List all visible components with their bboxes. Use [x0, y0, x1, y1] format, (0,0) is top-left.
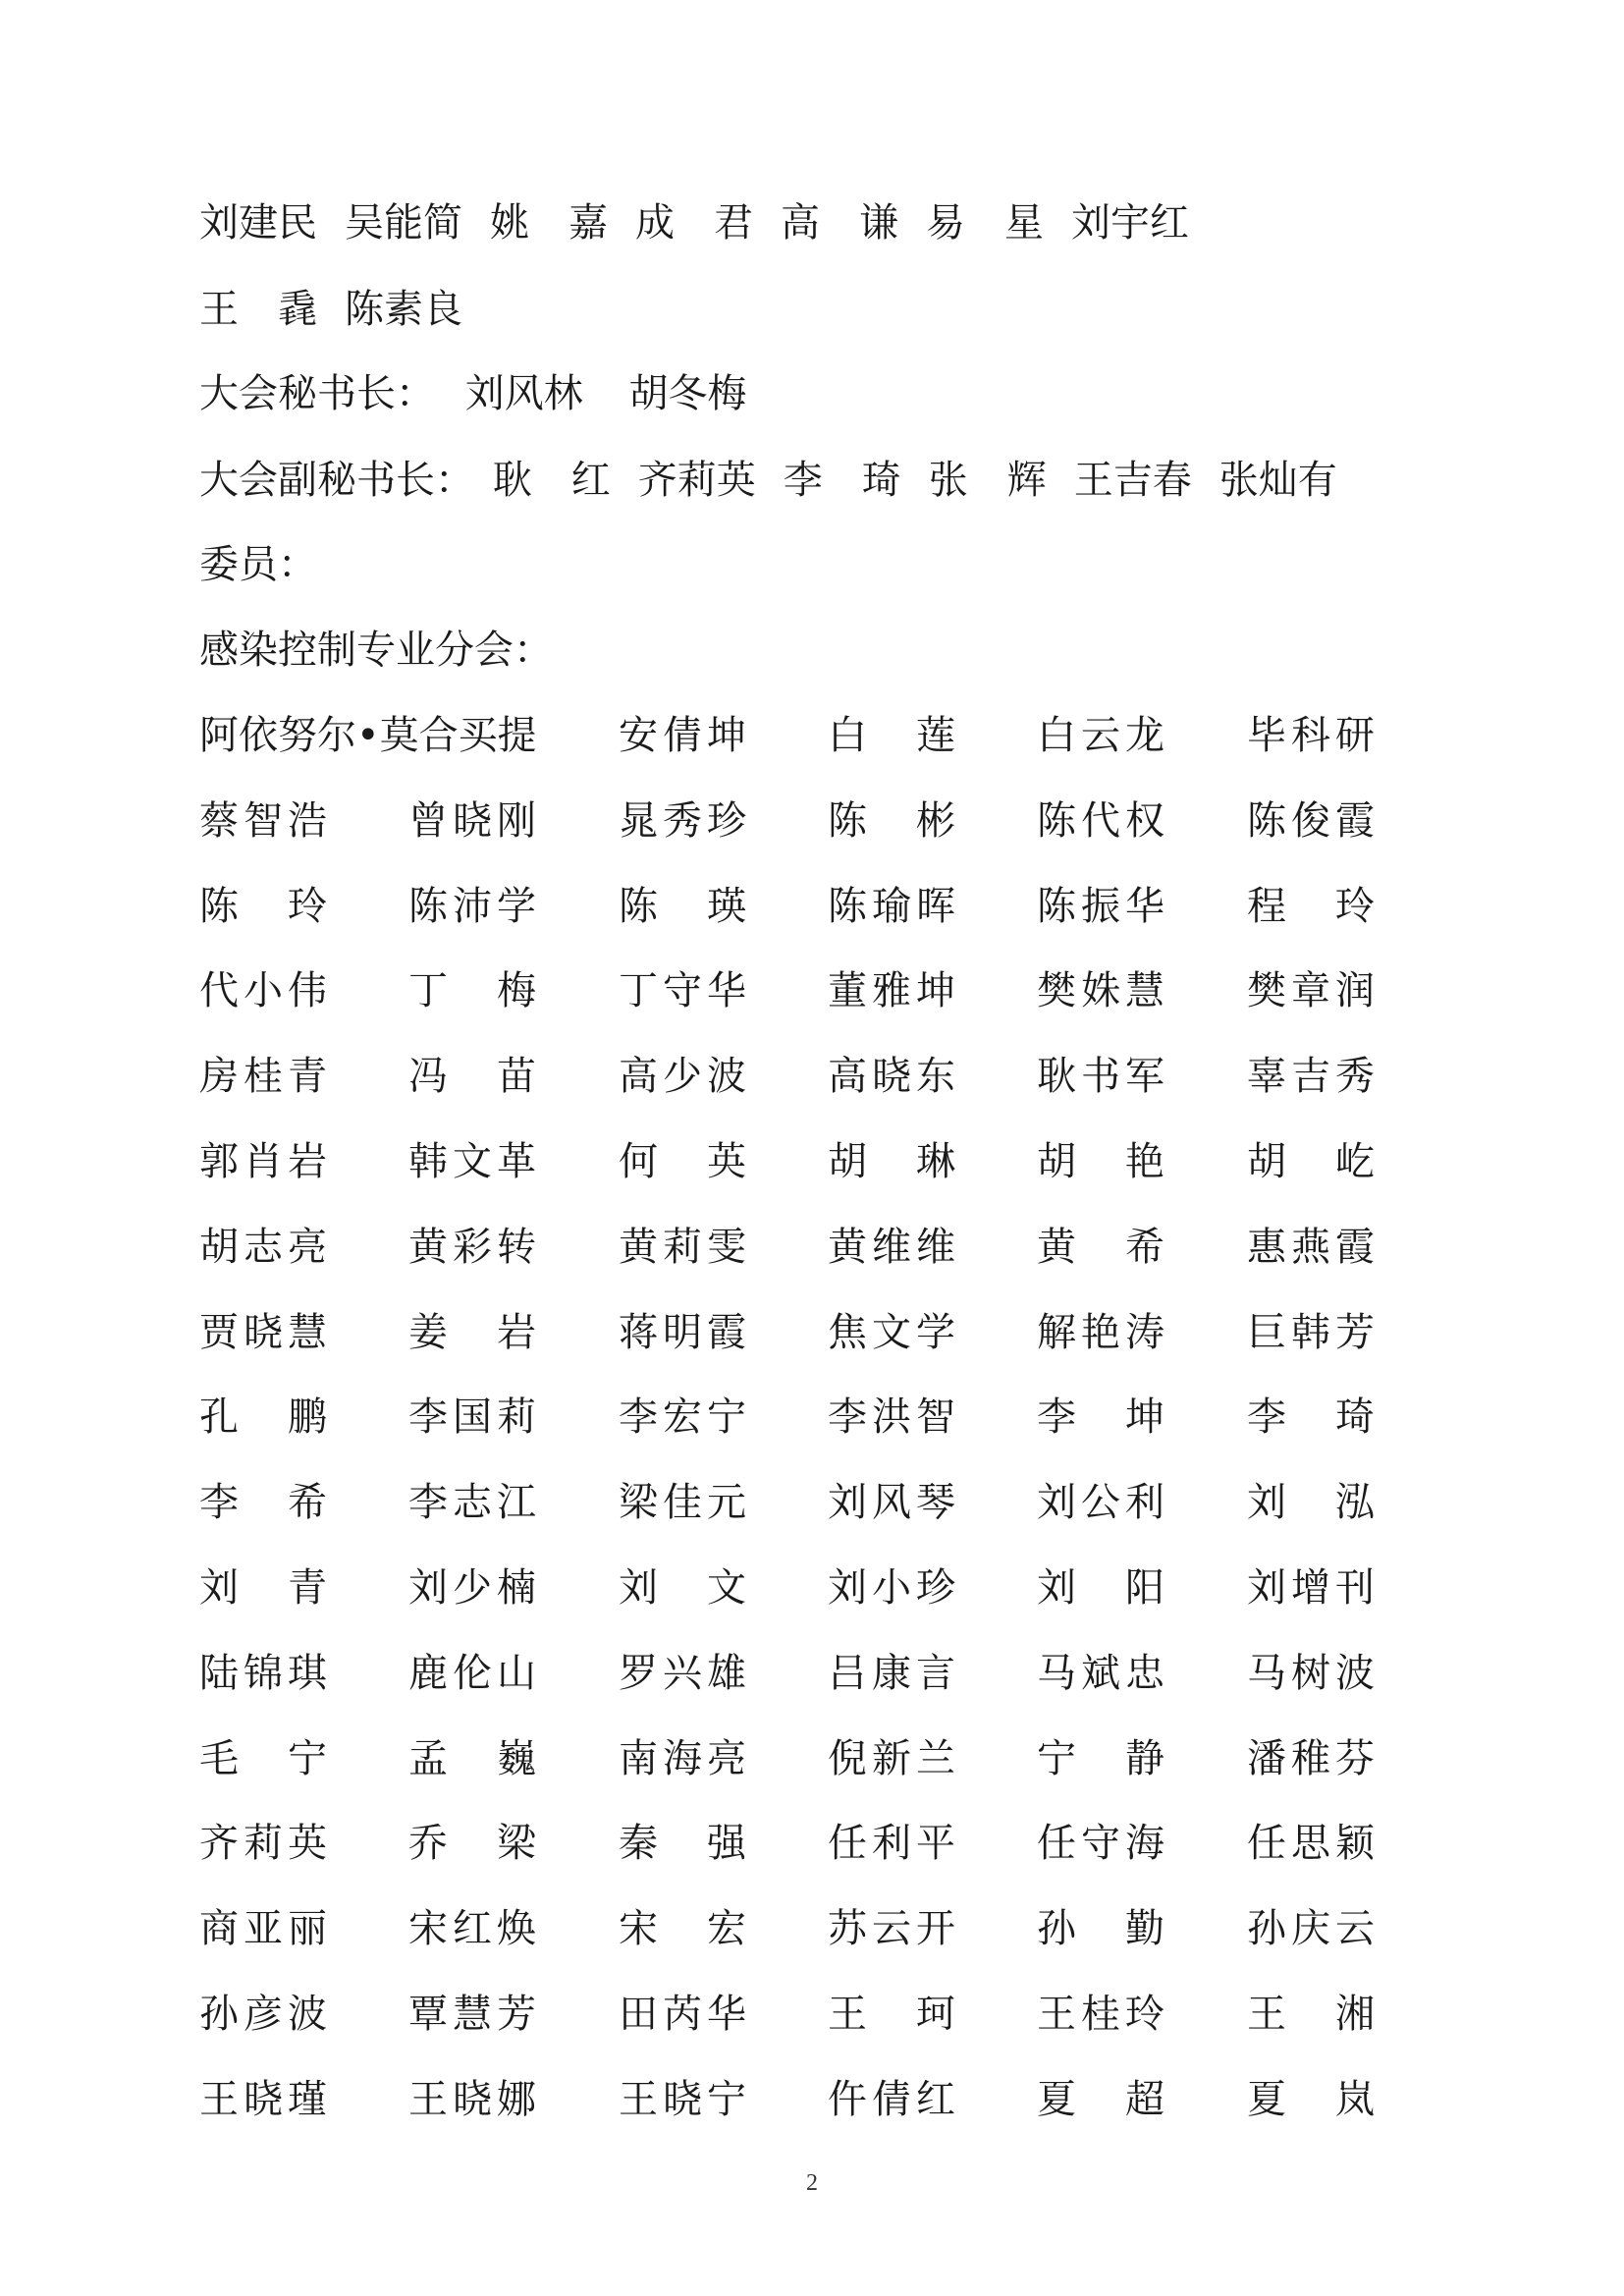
member-row: [199, 1388, 1456, 1447]
deputy-secretary-general-name: 张灿有: [1218, 458, 1337, 503]
member-name: 蒋明霞: [619, 1310, 746, 1355]
member-name: 孔 鹏: [199, 1394, 327, 1440]
member-name: 鹿伦山: [408, 1651, 536, 1696]
person-name: 姚 嘉: [490, 200, 608, 246]
member-name: 齐莉英: [199, 1821, 327, 1866]
member-name: 耿书军: [1037, 1054, 1164, 1099]
member-name: 宁 静: [1037, 1736, 1164, 1781]
member-row: [199, 1644, 1456, 1703]
member-row: [199, 1047, 1456, 1106]
member-name: 高少波: [619, 1054, 746, 1099]
member-name: 潘稚芬: [1247, 1736, 1375, 1781]
member-name: 仵倩红: [828, 2077, 955, 2122]
member-name: 刘风琴: [828, 1480, 955, 1525]
member-row: [199, 1729, 1456, 1788]
member-name: 胡 屹: [1247, 1139, 1375, 1184]
deputy-secretary-general-name: 王吉春: [1073, 458, 1192, 503]
deputy-secretary-general-name: 耿 红: [492, 458, 611, 503]
member-name: 代小伟: [199, 968, 327, 1013]
member-row: [199, 1132, 1456, 1191]
member-name: 阿依努尔•莫合买提: [199, 713, 537, 758]
member-name: 秦 强: [619, 1821, 746, 1866]
member-name: 覃慧芳: [408, 1992, 536, 2037]
member-name: 苏云开: [828, 1906, 955, 1951]
member-name: 房桂青: [199, 1054, 327, 1099]
member-row: [199, 1899, 1456, 1958]
member-name: 李 琦: [1247, 1394, 1375, 1440]
member-name: 陈瑜晖: [828, 884, 955, 929]
member-name: 樊章润: [1247, 968, 1375, 1013]
member-row: [199, 706, 1456, 765]
member-name: 夏 超: [1037, 2077, 1164, 2122]
leadership-names-line-1: [199, 193, 1217, 252]
member-name: 李宏宁: [619, 1394, 746, 1440]
secretary-general-name: 胡冬梅: [628, 371, 747, 416]
member-name: 辜吉秀: [1247, 1054, 1375, 1099]
member-name: 蔡智浩: [199, 798, 327, 844]
member-name: 王晓瑾: [199, 2077, 327, 2122]
person-name: 高 谦: [781, 200, 898, 246]
member-name: 黄维维: [828, 1225, 955, 1270]
member-name: 陈代权: [1037, 798, 1164, 844]
member-name: 韩文革: [408, 1139, 536, 1184]
member-name: 夏 岚: [1247, 2077, 1375, 2122]
member-name: 吕康言: [828, 1651, 955, 1696]
member-name: 焦文学: [828, 1310, 955, 1355]
deputy-secretary-general-name: 李 琦: [783, 458, 901, 503]
member-name: 白云龙: [1037, 713, 1164, 758]
member-name: 黄莉雯: [619, 1225, 746, 1270]
member-name: 毕科研: [1247, 713, 1375, 758]
member-name: 安倩坤: [619, 713, 746, 758]
member-name: 丁守华: [619, 968, 746, 1013]
member-name: 马树波: [1247, 1651, 1375, 1696]
page-number: 2: [806, 2170, 818, 2196]
member-name: 刘增刊: [1247, 1565, 1375, 1611]
member-row: [199, 1814, 1456, 1873]
member-name: 刘 泓: [1247, 1480, 1375, 1525]
member-name: 商亚丽: [199, 1906, 327, 1951]
member-name: 黄彩转: [408, 1225, 536, 1270]
member-name: 董雅坤: [828, 968, 955, 1013]
member-name: 李 希: [199, 1480, 327, 1525]
deputy-secretary-general-line: [199, 451, 1337, 510]
member-row: [199, 1218, 1456, 1277]
secretary-general-line: [199, 364, 746, 423]
member-name: 罗兴雄: [619, 1651, 746, 1696]
secretary-general-label: 大会秘书长：: [199, 371, 435, 416]
member-name: 陈俊霞: [1247, 798, 1375, 844]
member-name: 王晓宁: [619, 2077, 746, 2122]
member-name: 白 莲: [828, 713, 955, 758]
member-name: 李 坤: [1037, 1394, 1164, 1440]
member-name: 晁秀珍: [619, 798, 746, 844]
member-name: 陈沛学: [408, 884, 536, 929]
member-name: 马斌忠: [1037, 1651, 1164, 1696]
member-name: 倪新兰: [828, 1736, 955, 1781]
member-name: 胡 琳: [828, 1139, 955, 1184]
member-name: 梁佳元: [619, 1480, 746, 1525]
member-name: 刘 青: [199, 1565, 327, 1611]
deputy-secretary-general-name: 齐莉英: [637, 458, 756, 503]
member-row: [199, 1473, 1456, 1532]
leadership-names-line-2: [199, 280, 490, 339]
member-name: 胡 艳: [1037, 1139, 1164, 1184]
member-name: 解艳涛: [1037, 1310, 1164, 1355]
person-name: 刘宇红: [1071, 200, 1189, 246]
member-name: 贾晓慧: [199, 1310, 327, 1355]
member-name: 巨韩芳: [1247, 1310, 1375, 1355]
person-name: 王 毳: [199, 287, 317, 332]
deputy-secretary-general-name: 张 辉: [928, 458, 1047, 503]
person-name: 易 星: [926, 200, 1044, 246]
member-name: 刘小珍: [828, 1565, 955, 1611]
member-name: 孟 巍: [408, 1736, 536, 1781]
member-name: 李洪智: [828, 1394, 955, 1440]
members-label: 委员：: [199, 542, 317, 587]
member-name: 惠燕霞: [1247, 1225, 1375, 1270]
member-name: 南海亮: [619, 1736, 746, 1781]
member-name: 李国莉: [408, 1394, 536, 1440]
member-name: 黄 希: [1037, 1225, 1164, 1270]
member-name: 陈 彬: [828, 798, 955, 844]
member-name: 孙彦波: [199, 1992, 327, 2037]
member-row: [199, 1303, 1456, 1362]
member-row: [199, 1985, 1456, 2044]
member-name: 程 玲: [1247, 884, 1375, 929]
member-name: 冯 苗: [408, 1054, 536, 1099]
member-row: [199, 2070, 1456, 2129]
secretary-general-name: 刘风林: [464, 371, 583, 416]
member-name: 郭肖岩: [199, 1139, 327, 1184]
person-name: 吴能简: [345, 200, 462, 246]
member-name: 姜 岩: [408, 1310, 536, 1355]
person-name: 成 君: [635, 200, 753, 246]
member-name: 王 珂: [828, 1992, 955, 2037]
member-row: [199, 877, 1456, 936]
person-name: 陈素良: [345, 287, 462, 332]
member-name: 陈 瑛: [619, 884, 746, 929]
member-name: 王晓娜: [408, 2077, 536, 2122]
member-name: 毛 宁: [199, 1736, 327, 1781]
member-name: 胡志亮: [199, 1225, 327, 1270]
member-name: 任守海: [1037, 1821, 1164, 1866]
member-name: 刘 文: [619, 1565, 746, 1611]
member-row: [199, 961, 1456, 1020]
member-name: 陆锦琪: [199, 1651, 327, 1696]
member-name: 宋红焕: [408, 1906, 536, 1951]
member-name: 刘公利: [1037, 1480, 1164, 1525]
member-name: 高晓东: [828, 1054, 955, 1099]
member-name: 乔 梁: [408, 1821, 536, 1866]
member-name: 陈 玲: [199, 884, 327, 929]
member-name: 王桂玲: [1037, 1992, 1164, 2037]
member-name: 刘 阳: [1037, 1565, 1164, 1611]
member-name: 樊姝慧: [1037, 968, 1164, 1013]
member-row: [199, 1558, 1456, 1617]
member-row: [199, 792, 1456, 850]
member-name: 孙庆云: [1247, 1906, 1375, 1951]
member-name: 任利平: [828, 1821, 955, 1866]
member-name: 刘少楠: [408, 1565, 536, 1611]
member-name: 王 湘: [1247, 1992, 1375, 2037]
member-name: 李志江: [408, 1480, 536, 1525]
member-name: 任思颖: [1247, 1821, 1375, 1866]
person-name: 刘建民: [199, 200, 317, 246]
member-name: 田芮华: [619, 1992, 746, 2037]
deputy-secretary-general-label: 大会副秘书长：: [199, 458, 474, 503]
member-name: 曾晓刚: [408, 798, 536, 844]
member-name: 孙 勤: [1037, 1906, 1164, 1951]
member-name: 何 英: [619, 1139, 746, 1184]
member-name: 丁 梅: [408, 968, 536, 1013]
member-name: 宋 宏: [619, 1906, 746, 1951]
member-name: 陈振华: [1037, 884, 1164, 929]
branch-label: 感染控制专业分会：: [199, 628, 553, 673]
